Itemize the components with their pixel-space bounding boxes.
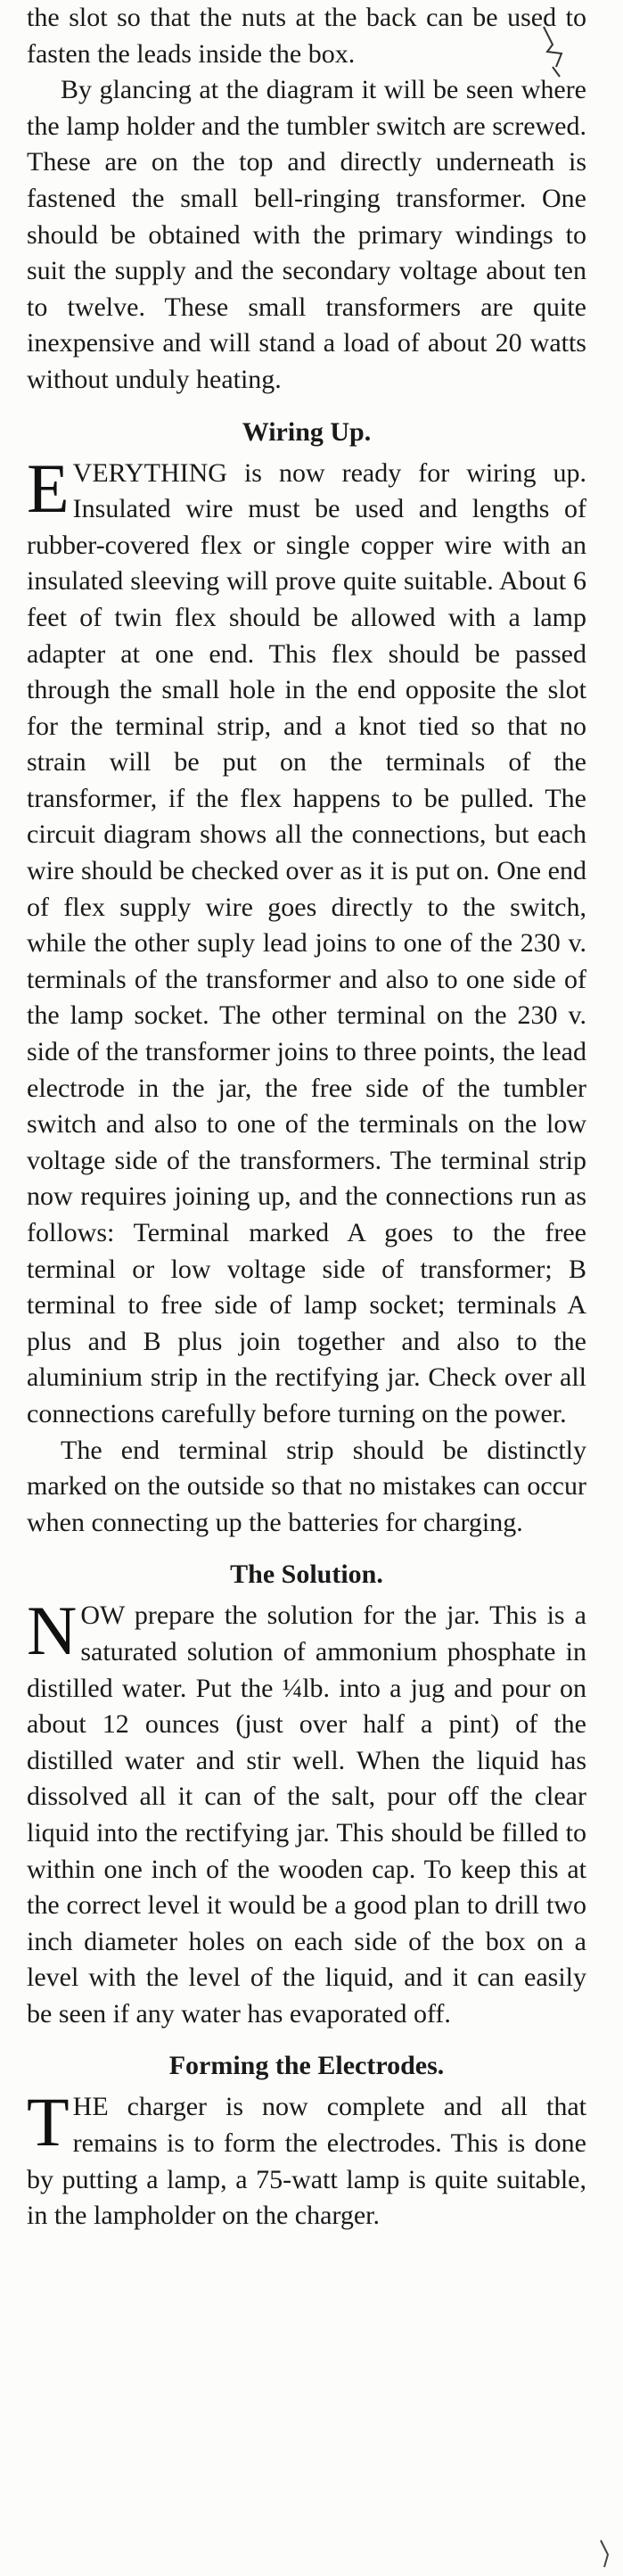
article-column [27, 0, 586, 2234]
solution-paragraph-1-text: OW prepare the solution for the jar. This is a saturated solution of ammonium phosphate in distilled water. Put the ¼lb. into a jug and pour on about 12 ounces (just over half a pint) of the distilled water and stir well. When the liquid has dissolved all it can of the salt, pour off the clear liquid into the rectifying jar. This should be filled to within one inch of the wooden cap. To keep this at the correct level it would be a good plan to drill two inch diameter holes on each side of the box on a level with the level of the liquid, and it can easily be seen if any water has evaporated off. [27, 1601, 586, 2029]
section-heading-solution: The Solution. [230, 1560, 383, 1590]
wiring-paragraph-2: The end terminal strip should be distinctly marked on the outside so that no mistakes can occur when connecting up the batteries for charging. [27, 1435, 586, 1537]
section-heading-wiring: Wiring Up. [242, 416, 372, 447]
wiring-paragraph-1-text: VERYTHING is now ready for wiring up. Insulated wire must be used and lengths of rubber-covered flex or single copper wire with an insulated sleeving will prove quite suitable. About 6 feet of twin flex should be allowed with a lamp adapter at one end. This flex should be passed through the small hole in the end opposite the slot for the terminal strip, and a knot tied so that no strain will be put on the terminals of the transformer, if the flex happens to be pulled. The circuit diagram shows all the connections, but each wire should be checked over as it is put on. One end of flex supply wire goes directly to the switch, while the other suply lead joins to one of the 230 v. terminals of the transformer and also to one side of the lamp socket. The other terminal on the 230 v. side of the transformer joins to three points, the lead electrode in the jar, the free side of the tumbler switch and also to one of the terminals on the low voltage side of the transformers. The terminal strip now requires joining up, and the connections run as follows: Terminal marked A goes to the free terminal or low voltage side of transformer; B terminal to free side of lamp socket; terminals A plus and B plus join together and also to the aluminium strip in the rectifying jar. Check over all connections carefully before turning on the power. [27, 457, 586, 1428]
electrodes-paragraph-1 [27, 2083, 586, 2234]
drop-cap-e: E [27, 449, 70, 527]
wiring-paragraph-1 [27, 449, 586, 1433]
section-heading-electrodes: Forming the Electrodes. [168, 2051, 445, 2081]
drop-cap-t: T [27, 2083, 70, 2161]
pencil-mark-small [595, 2537, 615, 2572]
intro-paragraph-2: By glancing at the diagram it will be seen where the lamp holder and the tumbler switch are screwed. These are on the top and directly underneath is fastened the small bell-ringing transformer. One should be obtained with the primary windings to suit the supply and the secondary voltage about ten to twelve. These small transformers are quite inexpensive and will stand a load of about 20 watts without unduly heating. [27, 75, 586, 394]
drop-cap-n: N [27, 1592, 78, 1670]
intro-paragraph-1: the slot so that the nuts at the back can be used to fasten the leads inside the box. [27, 3, 586, 69]
electrodes-paragraph-1-text: HE charger is now complete and all that remains is to form the electrodes. This is done by putting a lamp, a 75-watt lamp is quite suitable, in the lampholder on the charger. [27, 2092, 586, 2231]
solution-paragraph-1 [27, 1592, 586, 2032]
